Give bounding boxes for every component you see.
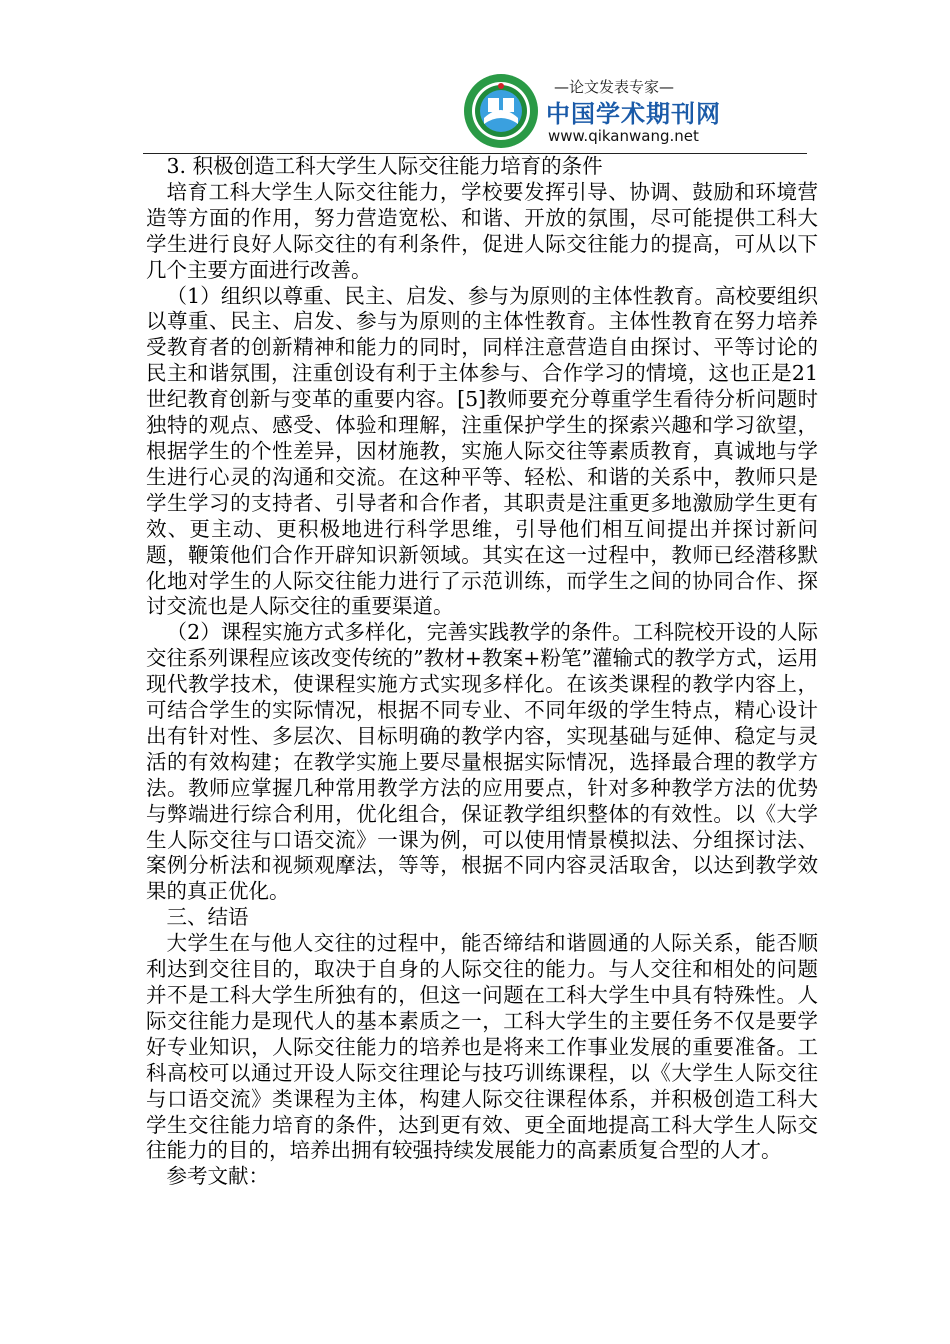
paragraph: （1）组织以尊重、民主、启发、参与为原则的主体性教育。高校要组织以尊重、民主、启发、参与为原则的主体性教育。主体性教育在努力培养受教育者的创新精神和能力的同时，同样注意营造自由探讨、平等讨论的民主和谐氛围，注重创设有利于主体参与、合作学习的情境，这也正是21世纪教育创新与变革的重要内容。[5]教师要充分尊重学生看待分析问题时独特的观点、感受、体验和理解，注重保护学生的探索兴趣和学习欲望，根据学生的个性差异，因材施教，实施人际交往等素质教育，真诚地与学生进行心灵的沟通和交流。在这种平等、轻松、和谐的关系中，教师只是学生学习的支持者、引导者和合作者，其职责是注重更多地激励学生更有效、更主动、更积极地进行科学思维，引导他们相互间提出并探讨新问题，鞭策他们合作开辟知识新领域。其实在这一过程中，教师已经潜移默化地对学生的人际交往能力进行了示范训练，而学生之间的协同合作、探讨交流也是人际交往的重要渠道。 <box>146 283 818 619</box>
logo-url[interactable]: www.qikanwang.net <box>548 127 699 145</box>
logo-site-name: 中国学术期刊网 <box>546 100 721 128</box>
paragraph: （2）课程实施方式多样化，完善实践教学的条件。工科院校开设的人际交往系列课程应该改变传统的”教材+教案+粉笔”灌输式的教学方式，运用现代教学技术，使课程实施方式实现多样化。在该类课程的教学内容上，可结合学生的实际情况，根据不同专业、不同年级的学生特点，精心设计出有针对性、多层次、目标明确的教学内容，实现基础与延伸、稳定与灵活的有效构建；在教学实施上要尽量根据实际情况，选择最合理的教学方法。教师应掌握几种常用教学方法的应用要点，针对多种教学方法的优势与弊端进行综合利用，优化组合，保证教学组织整体的有效性。以《大学生人际交往与口语交流》一课为例，可以使用情景模拟法、分组探讨法、案例分析法和视频观摩法，等等，根据不同内容灵活取舍，以达到教学效果的真正优化。 <box>146 620 818 904</box>
references-heading: 参考文献： <box>166 1164 269 1189</box>
paragraph: 培育工科大学生人际交往能力，学校要发挥引导、协调、鼓励和环境营造等方面的作用，努力营造宽松、和谐、开放的氛围，尽可能提供工科大学生进行良好人际交往的有利条件，促进人际交往能力的提高，可从以下几个主要方面进行改善。 <box>146 179 818 282</box>
logo-tagline: —论文发表专家— <box>554 78 675 96</box>
site-logo[interactable] <box>462 72 721 152</box>
article-body <box>146 154 818 1190</box>
paragraph: 大学生在与他人交往的过程中，能否缔结和谐圆通的人际关系，能否顺利达到交往目的，取决于自身的人际交往的能力。与人交往和相处的问题并不是工科大学生所独有的，但这一问题在工科大学生中具有特殊性。人际交往能力是现代人的基本素质之一，工科大学生的主要任务不仅是要学好专业知识，人际交往能力的培养也是将来工作事业发展的重要准备。工科高校可以通过开设人际交往理论与技巧训练课程，以《大学生人际交往与口语交流》类课程为主体，构建人际交往课程体系，并积极创造工科大学生交往能力培育的条件，达到更有效、更全面地提高工科大学生人际交往能力的目的，培养出拥有较强持续发展能力的高素质复合型的人才。 <box>146 931 818 1163</box>
section-heading-conclusion: 三、结语 <box>166 905 249 930</box>
seal-logo-icon <box>462 72 540 150</box>
section-heading-3: 3. 积极创造工科大学生人际交往能力培育的条件 <box>166 154 603 178</box>
